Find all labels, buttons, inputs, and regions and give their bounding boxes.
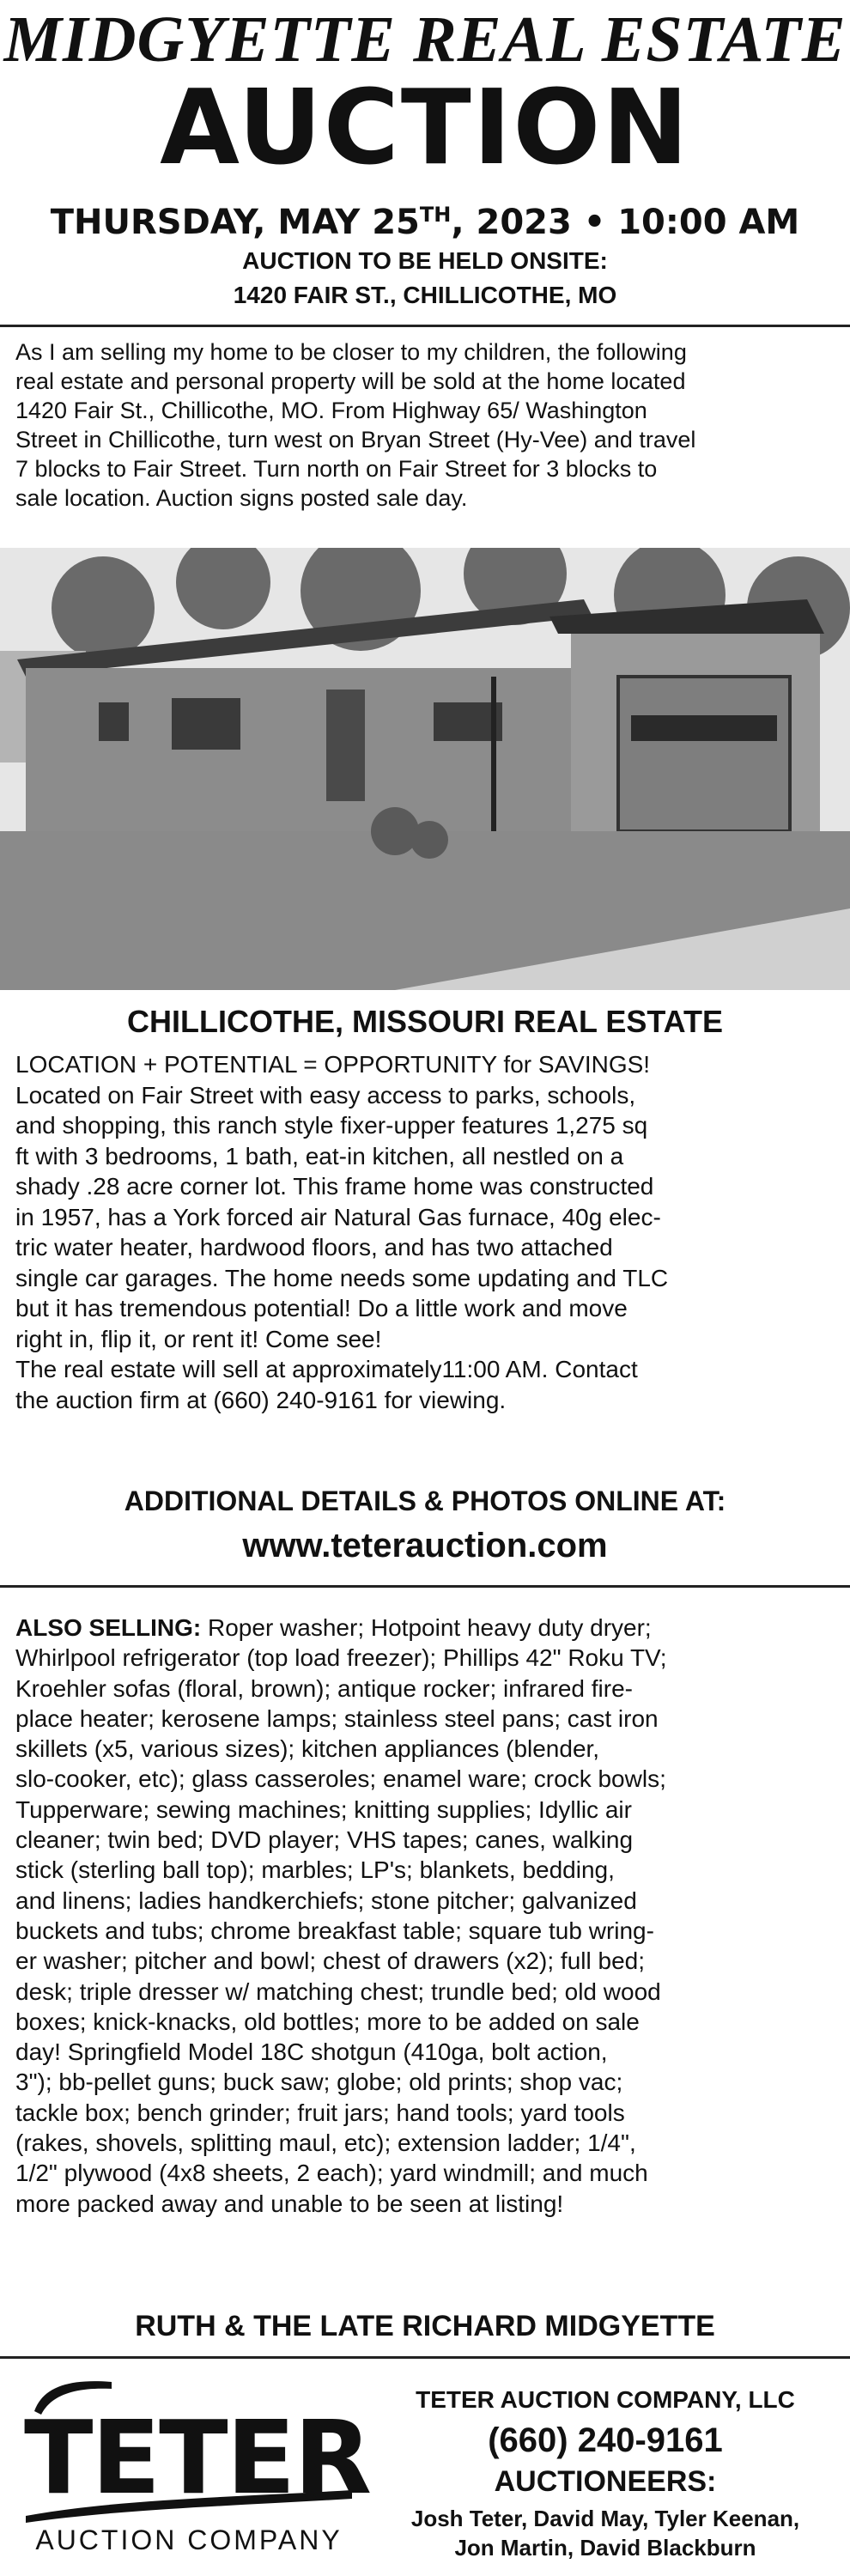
intro-line: 7 blocks to Fair Street. Turn north on Fair Street for 3 blocks to [15,456,658,482]
description-line: in 1957, has a York forced air Natural Gas furnace, 40g elec- [15,1203,661,1230]
intro-line: real estate and personal property will be sold at the home located [15,368,686,394]
auctioneers-names [378,2504,833,2562]
also-selling-line: desk; triple dresser w/ matching chest; trundle bed; old wood [15,1978,661,2005]
description-line: ft with 3 bedrooms, 1 bath, eat-in kitchen, all nestled on a [15,1142,624,1170]
also-selling-first-line: Roper washer; Hotpoint heavy duty dryer; [201,1614,652,1641]
intro-line: sale location. Auction signs posted sale day. [15,485,468,511]
description-line: but it has tremendous potential! Do a little work and move [15,1295,628,1321]
also-selling-line: day! Springfield Model 18C shotgun (410ga, bolt action, [15,2038,608,2066]
auctioneers-line: Josh Teter, David May, Tyler Keenan, [410,2506,800,2531]
auction-date [0,194,850,243]
description-line: shady .28 acre corner lot. This frame home was constructed [15,1173,654,1200]
house-photo [0,548,850,990]
logo-subtitle: AUCTION COMPANY [35,2524,343,2555]
auctioneers-label: AUCTIONEERS: [494,2465,717,2498]
phone-number[interactable]: (660) 240-9161 [488,2421,723,2459]
description-line: tric water heater, hardwood floors, and has two attached [15,1234,613,1261]
also-selling-line: and linens; ladies handkerchiefs; stone pitcher; galvanized [15,1886,637,1914]
company-name: TETER AUCTION COMPANY, LLC [416,2386,795,2413]
description-line: and shopping, this ranch style fixer-upper features 1,275 sq [15,1112,648,1139]
also-selling-line: skillets (x5, various sizes); kitchen appliances (blender, [15,1735,600,1763]
description-line: right in, flip it, or rent it! Come see! [15,1325,382,1352]
divider [0,325,850,327]
also-selling-line: er washer; pitcher and bowl; chest of drawers (x2); full bed; [15,1947,646,1975]
also-selling-line: cleaner; twin bed; DVD player; VHS tapes; canes, walking [15,1826,634,1854]
also-selling-line: Tupperware; sewing machines; knitting supplies; Idyllic air [15,1795,632,1823]
online-heading: ADDITIONAL DETAILS & PHOTOS ONLINE AT: [124,1485,726,1516]
description-line: single car garages. The home needs some updating and TLC [15,1264,669,1291]
teter-logo [17,2370,371,2567]
description-line: LOCATION + POTENTIAL = OPPORTUNITY for SAVINGS! [15,1051,651,1078]
flyer-title-line1: MIDGYETTE REAL ESTATE [3,3,847,76]
date-suffix-th: TH [419,203,452,227]
divider [0,1585,850,1588]
flyer-title-auction: AUCTION [160,69,690,188]
real-estate-description [15,1049,835,1415]
date-year-time: , 2023 • 10:00 AM [451,203,800,242]
onsite-label: AUCTION TO BE HELD ONSITE: [242,247,608,274]
also-selling-label: ALSO SELLING: [15,1614,202,1641]
also-selling-line: more packed away and unable to be seen at listing! [15,2190,564,2217]
also-selling-list [15,1613,835,2219]
website-link[interactable]: www.teterauction.com [242,1527,608,1564]
auctioneers-line: Jon Martin, David Blackburn [454,2535,756,2561]
also-selling-line: buckets and tubs; chrome breakfast table; square tub wring- [15,1917,654,1944]
house-photo-illustration [0,548,850,990]
intro-paragraph [15,337,835,513]
intro-line: Street in Chillicothe, turn west on Bryan Street (Hy-Vee) and travel [15,427,696,453]
also-selling-line: stick (sterling ball top); marbles; LP's; blankets, bedding, [15,1856,615,1884]
sellers-name: RUTH & THE LATE RICHARD MIDGYETTE [135,2310,715,2342]
also-selling-line: 1/2" plywood (4x8 sheets, 2 each); yard windmill; and much [15,2160,648,2187]
also-selling-line: (rakes, shovels, splitting maul, etc); extension ladder; 1/4", [15,2129,636,2157]
also-selling-line: slo-cooker, etc); glass casseroles; enamel ware; crock bowls; [15,1765,666,1793]
also-selling-line: 3"); bb-pellet guns; buck saw; globe; old prints; shop vac; [15,2069,623,2096]
intro-line: 1420 Fair St., Chillicothe, MO. From Highway 65/ Washington [15,398,647,423]
description-line: the auction firm at (660) 240-9161 for viewing. [15,1386,507,1413]
description-line: The real estate will sell at approximately11:00 AM. Contact [15,1356,638,1382]
also-selling-line: tackle box; bench grinder; fruit jars; hand tools; yard tools [15,2099,625,2126]
description-line: Located on Fair Street with easy access to parks, schools, [15,1081,636,1109]
also-selling-line: boxes; knick-knacks, old bottles; more to be added on sale [15,2008,640,2035]
date-prefix: THURSDAY, MAY 25 [50,203,420,242]
also-selling-line [15,1613,835,1643]
logo-wordmark: TETER [24,2398,371,2517]
also-selling-line: place heater; kerosene lamps; stainless steel pans; cast iron [15,1704,659,1732]
also-selling-line: Whirlpool refrigerator (top load freezer); Phillips 42" Roku TV; [15,1644,667,1672]
real-estate-heading: CHILLICOTHE, MISSOURI REAL ESTATE [126,1004,724,1039]
also-selling-line: Kroehler sofas (floral, brown); antique rocker; infrared fire- [15,1674,633,1702]
intro-line: As I am selling my home to be closer to my children, the following [15,339,687,365]
divider [0,2356,850,2359]
auction-address: 1420 FAIR ST., CHILLICOTHE, MO [233,282,617,308]
